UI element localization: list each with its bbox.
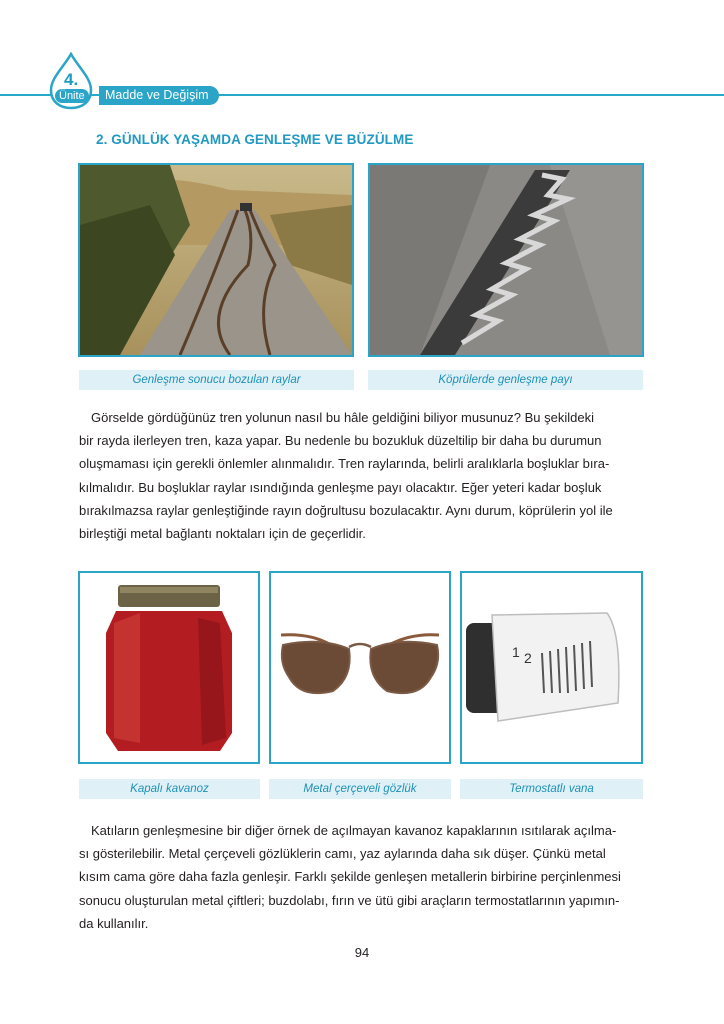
paragraph-1 [79, 406, 644, 545]
paragraph-line: kısım cama göre daha fazla genleşir. Farklı şekilde genleşen metallerin birbirine perçinlenmesi [79, 869, 621, 885]
thermostatic-valve-photo [460, 571, 643, 764]
paragraph-line: sı gösterilebilir. Metal çerçeveli gözlüklerin camı, yaz aylarında daha sık düşer. Çünkü metal [79, 846, 606, 862]
railway-photo [78, 163, 354, 357]
page-number: 94 [354, 945, 370, 960]
expansion-joint-photo [368, 163, 644, 357]
valve-scale-label: 1 [512, 644, 520, 660]
paragraph-line: Görselde gördüğünüz tren yolunun nasıl bu hâle geldiğini biliyor musunuz? Bu şekildeki [91, 410, 594, 425]
caption-expansion-joint: Köprülerde genleşme payı [368, 370, 643, 390]
paragraph-line: bırakılmazsa raylar genleştiğinde rayın doğrultusu bozulacaktır. Aynı durum, köprülerin yol ile [79, 502, 613, 518]
caption-jar: Kapalı kavanoz [79, 779, 260, 799]
paragraph-line: kılmalıdır. Bu boşluklar raylar ısındığında genleşme payı olacaktır. Eğer yeteri kadar boşluk [79, 479, 602, 495]
paragraph-line: Katıların genleşmesine bir diğer örnek de açılmayan kavanoz kapaklarının ısıtılarak açılma- [91, 823, 617, 838]
unit-title: Madde ve Değişim [99, 86, 219, 105]
paragraph-line: oluşmaması için gerekli önlemler alınmalıdır. Tren raylarında, belirli aralıklarla boşluklar bıra- [79, 456, 610, 472]
sunglasses-photo [269, 571, 451, 764]
section-title: 2. GÜNLÜK YAŞAMDA GENLEŞME VE BÜZÜLME [96, 132, 414, 147]
paragraph-line: bir rayda ilerleyen tren, kaza yapar. Bu nedenle bu bozukluk düzeltilip bir daha bu durumun [79, 433, 602, 449]
jar-photo [78, 571, 260, 764]
valve-scale-label: 2 [524, 650, 532, 666]
paragraph-2 [79, 819, 644, 935]
paragraph-line: birleştiği metal bağlantı noktaları için de geçerlidir. [79, 526, 366, 542]
caption-railway: Genleşme sonucu bozulan raylar [79, 370, 354, 390]
unit-label: Ünite [55, 89, 89, 103]
paragraph-line: sonucu oluşturulan metal çiftleri; buzdolabı, fırın ve ütü gibi araçların termostatlarının yapımın- [79, 892, 620, 908]
paragraph-line: da kullanılır. [79, 915, 149, 931]
unit-number: 4. [64, 70, 79, 89]
caption-valve: Termostatlı vana [460, 779, 643, 799]
caption-sunglasses: Metal çerçeveli gözlük [269, 779, 451, 799]
